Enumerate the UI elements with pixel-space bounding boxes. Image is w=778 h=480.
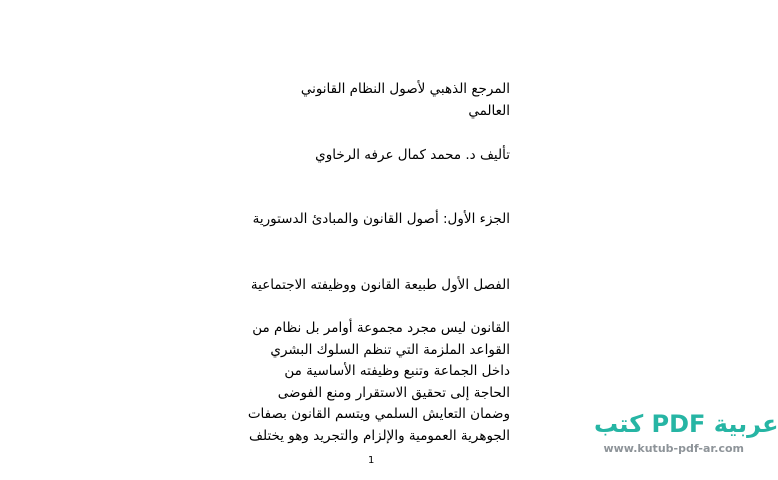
book-title <box>301 78 510 122</box>
chapter-heading: الفصل الأول طبيعة القانون ووظيفته الاجتماعية <box>250 277 510 293</box>
watermark-url: www.kutub-pdf-ar.com <box>603 442 744 455</box>
body-line: القانون ليس مجرد مجموعة أوامر بل نظام من <box>252 320 510 336</box>
body-line: داخل الجماعة وتنبع وظيفته الأساسية من <box>284 363 510 380</box>
book-title-line-1: المرجع الذهبي لأصول النظام القانوني <box>300 81 510 97</box>
body-line: الحاجة إلى تحقيق الاستقرار ومنع الفوضى <box>277 384 510 401</box>
body-line: الجوهرية العمومية والإلزام والتجريد وهو يختلف <box>249 427 510 444</box>
body-line: القواعد الملزمة التي تنظم السلوك البشري <box>270 341 510 358</box>
watermark <box>594 410 778 455</box>
watermark-logo: كتب PDF عربية <box>594 410 778 438</box>
body-line: وضمان التعايش السلمي ويتسم القانون بصفات <box>247 406 510 423</box>
part-heading: الجزء الأول: أصول القانون والمبادئ الدستورية <box>252 211 510 227</box>
body-paragraph <box>248 318 510 448</box>
author-line: تأليف د. محمد كمال عرفه الرخاوي <box>315 147 510 163</box>
page-number: 1 <box>368 455 375 466</box>
book-title-line-2: العالمي <box>468 103 510 119</box>
